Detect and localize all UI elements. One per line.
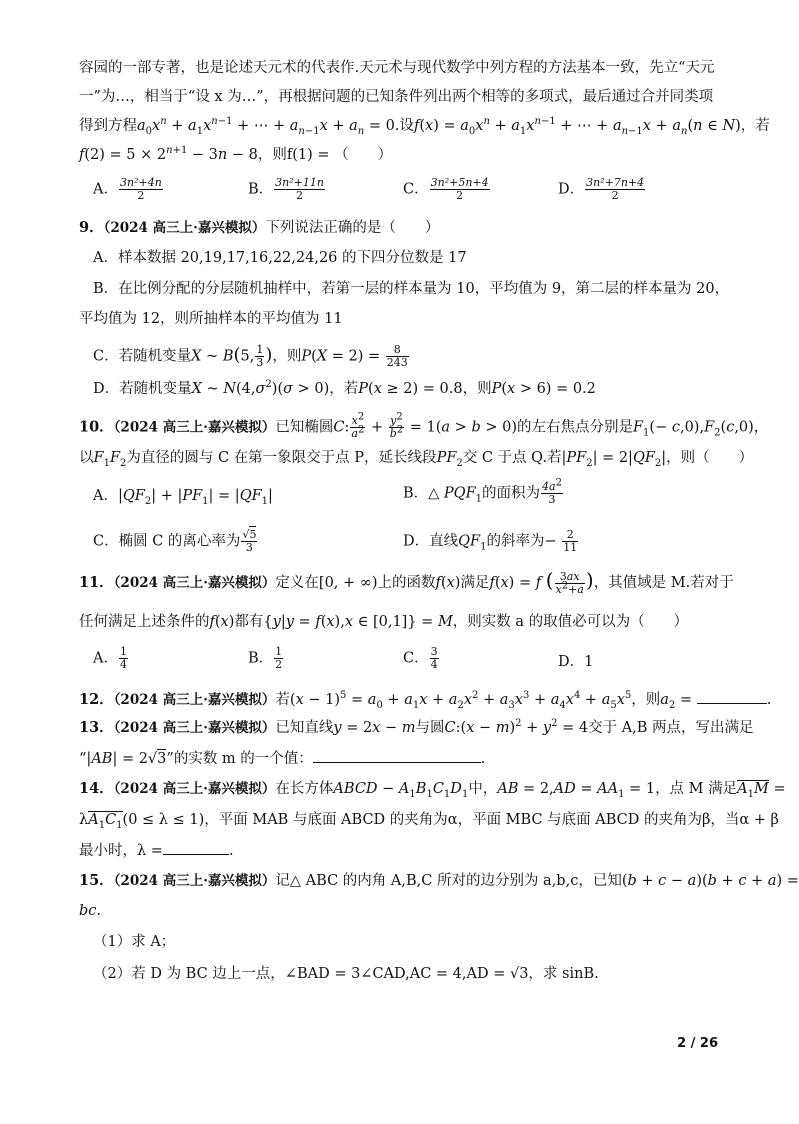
q8-option-b[interactable]: B． $\frac{\text{3n²+11n}}{2}$ — [248, 176, 324, 202]
q8-option-c[interactable]: C． $\frac{\text{3n²+5n+4}}{2}$ — [403, 176, 489, 202]
q12-stem: 12．（2024 高三上·嘉兴模拟）若$(x - 1)^5 = a_0 + a_1x + a_2x^2 + a_3x^3 + a_4x^4 + a_5x^5$，则$a_2$ = . — [79, 690, 772, 711]
q13-stem-1: 13．（2024 高三上·嘉兴模拟）已知直线y = 2x − m与圆C:(x − $m)^2 + y^2 = 4$交于 A,B 两点，写出满足 — [79, 718, 754, 736]
page-number: 2 / 26 — [677, 1036, 718, 1051]
q8-line-4: $f(2) = 5 \times 2^{n+1} - 3n - 8$，则f(1) = （ ） — [79, 145, 393, 163]
q12-answer-blank[interactable] — [697, 689, 767, 704]
q8-line-1: 容园的一部专著，也是论述天元术的代表作.天元术与现代数学中列方程的方法基本一致，先立“天元 — [79, 60, 715, 76]
q13-answer-blank[interactable] — [313, 748, 481, 763]
q8-line-2: 一”为…，相当于“设 x 为…”，再根据问题的已知条件列出两个相等的多项式，最后通过合并同类项 — [79, 89, 714, 105]
q11-option-b[interactable]: B． $\frac{1}{2}$ — [248, 645, 283, 671]
q10-option-d[interactable]: D．直线$QF_1$的斜率为− $\frac{2}{11}$ — [403, 528, 578, 554]
q9-option-a[interactable]: A．样本数据 20,19,17,16,22,24,26 的下四分位数是 17 — [93, 250, 467, 266]
q9-stem: 9．（2024 高三上·嘉兴模拟）下列说法正确的是（ ） — [79, 219, 440, 236]
q9-option-b[interactable]: B．在比例分配的分层随机抽样中，若第一层的样本量为 10，平均值为 9，第二层的样本量为 20， — [93, 281, 730, 297]
q11-stem-2: 任何满足上述条件的f(x)都有{y|y = f(x),x ∈ [0,1]} = M，则实数 a 的取值必可以为（ ） — [79, 614, 689, 630]
q15-stem-2: bc. — [79, 903, 102, 919]
q8-option-a[interactable]: A． $\frac{\text{3n²+4n}}{2}$ — [93, 176, 162, 202]
q11-option-c[interactable]: C． $\frac{3}{4}$ — [403, 645, 438, 671]
q14-answer-blank[interactable] — [163, 840, 229, 855]
q9-option-d[interactable]: D．若随机变量X ~ $N(4,\sigma^2)(\sigma > 0)$，若P(x ≥ 2) = 0.8，则P(x > 6) = 0.2 — [93, 379, 596, 397]
q10-option-b[interactable]: B．△ $PQF_1$的面积为 $\frac{4a^2}{3}$ — [403, 477, 562, 506]
q11-option-a[interactable]: A． $\frac{1}{4}$ — [93, 645, 127, 671]
q13-stem-2: “|AB| = 2√3”的实数 m 的一个值： . — [79, 748, 485, 769]
q8-line-3: 得到方程$a_0x^n + a_1x^{n-1}$ + ⋯ + $a_{n-1}x + a_n = 0$.设$f(x) = a_0x^n + a_1x^{n-1}$ + ⋯ + $a_{n-1}x + a_n(n$ ∈ N)，若 — [79, 116, 770, 137]
q10-option-a[interactable]: A．$|QF_2| + |PF_1| = |QF_1|$ — [93, 488, 273, 507]
q9-option-b-cont: 平均值为 12，则所抽样本的平均值为 11 — [79, 311, 343, 327]
q14-stem-1: 14．（2024 高三上·嘉兴模拟）在长方体ABCD − $A_1B_1C_1D_1$中，AB = $2,AD = AA_1 = 1$，点 M 满足$A_1M$ = — [79, 780, 786, 800]
q9-option-c[interactable]: C．若随机变量X ~ B(5, $\frac{1}{3}$ )，则P(X = 2) = $\frac{8}{243}$ — [93, 343, 408, 369]
q11-stem-1: 11．（2024 高三上·嘉兴模拟）定义在[0, + ∞)上的函数f(x)满足f(x) = f ( $\frac{3ax}{x^2+a}$ )，其值域是 M.若对于 — [79, 568, 734, 596]
q10-stem-1: 10．（2024 高三上·嘉兴模拟）已知椭圆C: $\frac{x^2}{a^2}$ + $\frac{y^2}{b^2}$ = 1(a > b > 0)的左右焦点分别是$F_1(- c,0),F_2(c,0)$， — [79, 411, 769, 440]
q14-stem-3: 最小时，λ = . — [79, 840, 234, 861]
q8-option-d[interactable]: D． $\frac{\text{3n²+7n+4}}{2}$ — [558, 176, 645, 202]
q10-stem-2: 以$F_1F_2$为直径的圆与 C 在第一象限交于点 P，延长线段$PF_2$交 C 于点 Q.若$|PF_2| = 2|QF_2|$，则（ ） — [79, 450, 754, 469]
q10-option-c[interactable]: C．椭圆 C 的离心率为 $\frac{√5}{3}$ — [93, 528, 257, 554]
q15-part-1: （1）求 A； — [93, 934, 176, 950]
q14-stem-2: $\lambda A_1C_1(0 \le \lambda \le 1)$，平面 MAB 与底面 ABCD 的夹角为α，平面 MBC 与底面 ABCD 的夹角为β，当α + β — [79, 812, 779, 831]
q15-stem-1: 15．（2024 高三上·嘉兴模拟）记△ ABC 的内角 A,B,C 所对的边分别为 a,b,c，已知(b + c − a)(b + c + a) = — [79, 872, 799, 889]
q11-option-d[interactable]: D．1 — [558, 654, 594, 670]
q15-part-2: （2）若 D 为 BC 边上一点，∠BAD = 3∠CAD,AC = 4,AD = √3，求 sinB. — [93, 966, 599, 982]
